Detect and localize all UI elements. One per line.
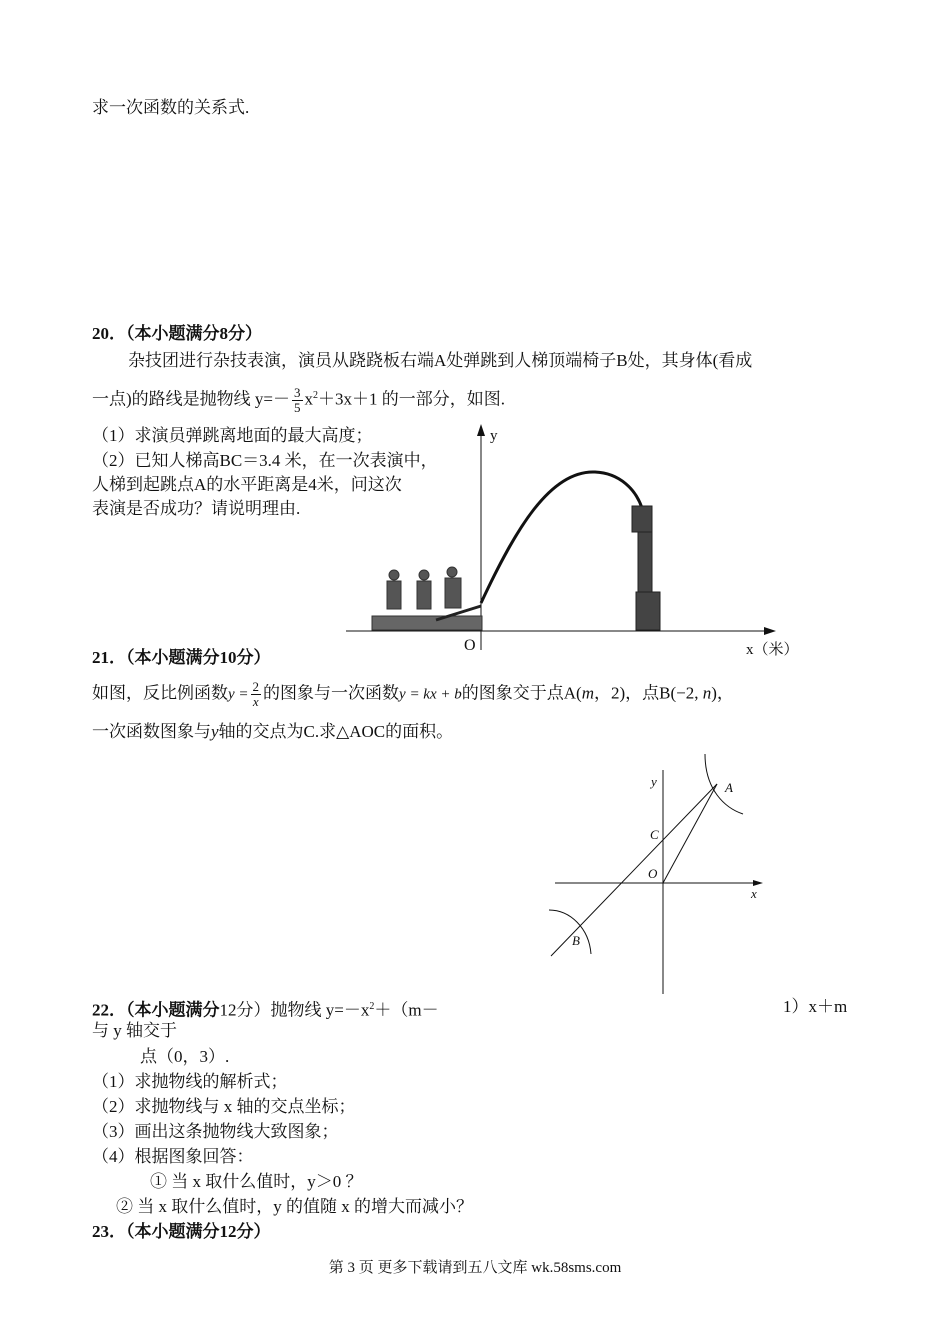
q22-item-1: （1）求抛物线的解析式； bbox=[92, 1072, 288, 1091]
q20-y-label: y bbox=[490, 428, 498, 444]
q21-frac-num: 2 bbox=[252, 679, 260, 694]
q21-p1-m: m bbox=[581, 683, 594, 703]
q21-p1-d: ，2)，点B(−2, bbox=[593, 683, 699, 703]
q22-line-3: 点（0，3）. bbox=[140, 1047, 230, 1066]
q21-formula-2: y = kx + b bbox=[399, 686, 462, 703]
q22-item-4: （4）根据图象回答： bbox=[92, 1147, 254, 1166]
q23-header: 23．（本小题满分12分） bbox=[92, 1222, 271, 1241]
q20-para-2-c: ＋3x＋1 的一部分，如图. bbox=[318, 389, 505, 409]
performer-2-body bbox=[417, 581, 431, 609]
q22-header-right: 1）x＋m bbox=[783, 997, 848, 1016]
q21-p2-y: y bbox=[211, 722, 219, 741]
q20-header: 20．（本小题满分8分） bbox=[92, 324, 262, 343]
q20-y-arrow bbox=[477, 424, 485, 436]
q20-origin-label: O bbox=[464, 637, 476, 654]
q21-p2-b: 轴的交点为C.求△AOC的面积。 bbox=[218, 722, 454, 741]
q20-item-1: （1）求演员弹跳离地面的最大高度； bbox=[92, 426, 373, 445]
ladder-base bbox=[636, 592, 660, 630]
q21-para-2 bbox=[92, 720, 453, 744]
q20-para-2 bbox=[92, 384, 505, 415]
q22-header-bold: 22．（本小题满分 bbox=[92, 1000, 220, 1020]
q21-fraction bbox=[251, 680, 262, 709]
q20-figure bbox=[340, 420, 810, 660]
q22-line-2: 与 y 轴交于 bbox=[92, 1021, 177, 1040]
q21-origin-label: O bbox=[648, 866, 658, 881]
q20-para-2-a: 一点)的路线是抛物线 y=－ bbox=[92, 389, 290, 409]
q21-p1-c: 的图象交于点A( bbox=[461, 683, 582, 703]
q20-frac-den: 5 bbox=[294, 400, 301, 416]
seesaw-platform bbox=[372, 616, 482, 630]
ladder-upper bbox=[638, 532, 652, 592]
q21-point-a-label: A bbox=[725, 780, 733, 795]
performer-1-head bbox=[389, 570, 399, 580]
q21-header: 21．（本小题满分10分） bbox=[92, 648, 271, 667]
q22-item-3: （3）画出这条抛物线大致图象； bbox=[92, 1122, 339, 1141]
q22-header-rest2: ＋（m－ bbox=[374, 1000, 439, 1020]
q22-header-sup: 2 bbox=[369, 1001, 375, 1012]
q22-sub-2: ② 当 x 取什么值时，y 的值随 x 的增大而减小？ bbox=[116, 1197, 473, 1216]
performers-illustration bbox=[372, 567, 482, 630]
q21-para-1 bbox=[92, 680, 734, 709]
q20-item-2b: 人梯到起跳点A的水平距离是4米，问这次 bbox=[92, 475, 402, 494]
q22-item-2: （2）求抛物线与 x 轴的交点坐标； bbox=[92, 1097, 356, 1116]
q20-item-2c: 表演是否成功？请说明理由. bbox=[92, 499, 301, 518]
q21-point-b-label: B bbox=[572, 933, 580, 948]
q20-frac-num: 3 bbox=[294, 385, 301, 401]
performer-3-head bbox=[447, 567, 457, 577]
q20-para-1: 杂技团进行杂技表演，演员从跷跷板右端A处弹跳到人梯顶端椅子B处，其身体(看成 bbox=[128, 351, 753, 370]
q21-figure bbox=[545, 750, 775, 1000]
q21-x-label: x bbox=[751, 886, 757, 901]
q19-tail-text: 求一次函数的关系式. bbox=[92, 98, 250, 117]
q21-y-label: y bbox=[651, 774, 657, 789]
q20-parabola bbox=[481, 472, 642, 603]
q20-fraction bbox=[292, 386, 303, 415]
q21-formula-1: y = bbox=[228, 686, 249, 703]
q20-para-2-sup: 2 bbox=[313, 390, 318, 401]
q21-hyperbola-branch-1 bbox=[705, 754, 743, 814]
q21-segment-oa bbox=[663, 784, 717, 883]
q20-para-2-b: x bbox=[304, 389, 313, 409]
q22-sub-1: ① 当 x 取什么值时，y＞0 ？ bbox=[150, 1172, 363, 1191]
q21-frac-den: x bbox=[252, 694, 259, 709]
q21-p1-a: 如图，反比例函数 bbox=[92, 683, 228, 703]
q21-hyperbola-branch-2 bbox=[549, 910, 591, 954]
q20-x-arrow bbox=[764, 627, 776, 635]
q21-p1-n: n bbox=[702, 683, 712, 703]
q21-p1-b: 的图象与一次函数 bbox=[263, 683, 400, 703]
page-footer: 第 3 页 更多下载请到五八文库 wk.58sms.com bbox=[328, 1260, 622, 1276]
q20-item-2a: （2）已知人梯高BC＝3.4 米，在一次表演中， bbox=[92, 451, 438, 470]
q20-x-label: x（米） bbox=[746, 642, 799, 658]
q21-p1-e: )， bbox=[711, 683, 734, 703]
q21-line-ab bbox=[551, 784, 717, 956]
performer-1-body bbox=[387, 581, 401, 609]
q21-point-c-label: C bbox=[650, 827, 659, 842]
q22-header-rest: 12分）抛物线 y=－x bbox=[219, 1000, 370, 1020]
performer-2-head bbox=[419, 570, 429, 580]
ladder-chair-b bbox=[632, 506, 652, 532]
q21-p2-a: 一次函数图象与 bbox=[92, 722, 211, 741]
human-ladder-illustration bbox=[632, 506, 660, 630]
performer-3-body bbox=[445, 578, 461, 608]
